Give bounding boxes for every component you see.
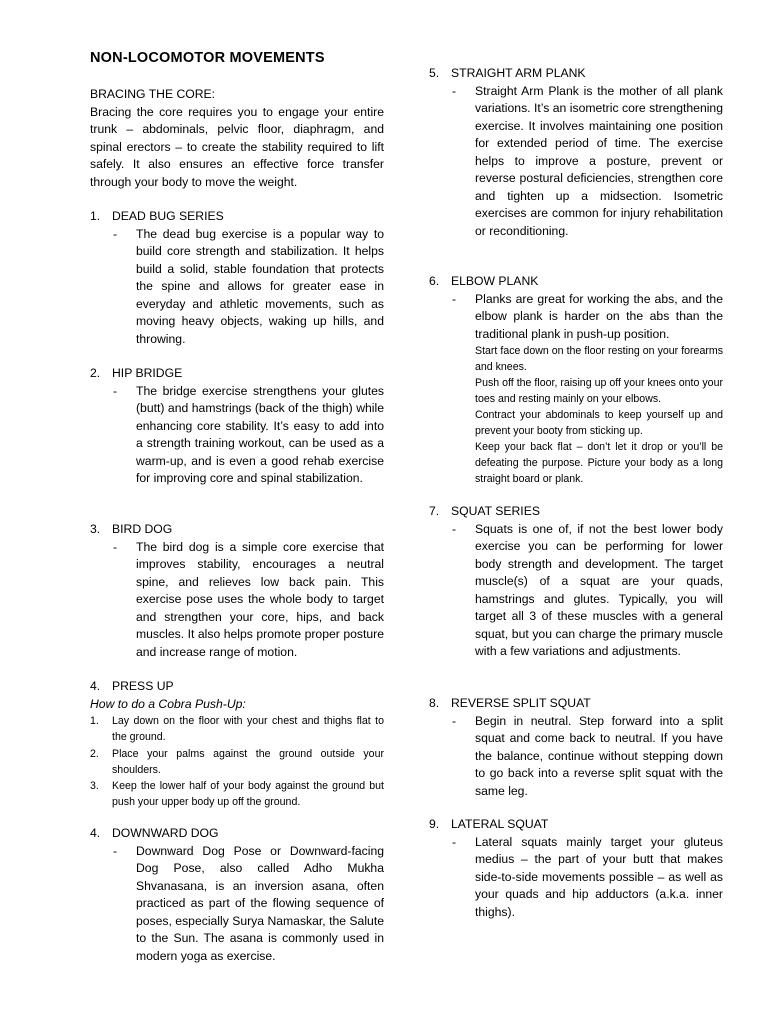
section-title: SQUAT SERIES [451, 504, 540, 518]
section-number: 4. [90, 826, 101, 840]
dash-bullet: - [452, 291, 457, 306]
section-text: The bridge exercise strengthens your glutes (butt) and hamstrings (back of the thigh) while enhancing core stability. It’s easy to add into a strength training workout, can be used as a warm-up, and is even a good rehab exercise for improving core and spinal stabilization. [136, 383, 384, 485]
dash-bullet: - [452, 83, 457, 98]
section-downward-dog [90, 825, 384, 965]
dash-bullet: - [452, 713, 457, 728]
dash-bullet: - [113, 226, 118, 241]
section-number: 7. [429, 504, 440, 518]
dash-bullet: - [452, 521, 457, 536]
page-title: NON-LOCOMOTOR MOVEMENTS [90, 50, 325, 66]
section-text: The bird dog is a simple core exercise that improves stability, encourages a neutral spine, and relieves low back pain. This exercise pose uses the whole body to target and strengthen your core, hips, and back muscles. It also helps promote proper posture and increase range of motion. [136, 539, 384, 659]
square-bullet-icon [451, 439, 475, 487]
section-lateral-squat [429, 816, 723, 921]
section-title: LATERAL SQUAT [451, 817, 549, 831]
press-up-subtitle: How to do a Cobra Push-Up: [90, 696, 246, 711]
section-title: STRAIGHT ARM PLANK [451, 66, 586, 80]
section-dead-bug [90, 208, 384, 348]
section-number: 5. [429, 66, 440, 80]
list-item: 1. Lay down on the floor with your chest and thighs flat to the ground. [90, 715, 384, 744]
section-title: DOWNWARD DOG [112, 826, 219, 840]
section-text: Begin in neutral. Step forward into a split squat and come back to neutral. If you have the balance, continue without stepping down to go back into a reverse split squat with the same leg. [475, 713, 723, 798]
list-item: Push off the floor, raising up off your knees onto your toes and resting mainly on your elbows. [451, 375, 723, 407]
square-bullet-icon [451, 407, 475, 439]
section-number: 2. [90, 366, 101, 380]
section-title: PRESS UP [112, 679, 174, 693]
bracing-text: Bracing the core requires you to engage your entire trunk – abdominals, pelvic floor, diaphragm, and spinal erectors – to create the stability required to lift safely. It also ensures an effective force transfer through your body to move the weight. [90, 104, 384, 189]
section-title: BIRD DOG [112, 522, 173, 536]
section-title: ELBOW PLANK [451, 274, 539, 288]
section-text: Downward Dog Pose or Downward-facing Dog Pose, also called Adho Mukha Shvanasana, is an inversion asana, often practiced as part of the flowing sequence of poses, especially Surya Namaskar, the Salute to the Sun. The asana is commonly used in modern yoga as exercise. [136, 843, 384, 963]
section-press-up [90, 678, 384, 811]
dash-bullet: - [113, 383, 118, 398]
section-text: The dead bug exercise is a popular way to build core strength and stabilization. It helps build a solid, stable foundation that protects the spine and allows for greater ease in everyday and athletic movements, such as moving heavy objects, waking up hills, and throwing. [136, 226, 384, 346]
section-text: Lateral squats mainly target your gluteus medius – the part of your butt that makes side-to-side movements possible – as well as your quads and hip adductors (a.k.a. inner thighs). [475, 834, 723, 919]
section-text: Planks are great for working the abs, and the elbow plank is harder on the abs than the traditional plank in push-up position. [475, 291, 723, 341]
section-hip-bridge [90, 365, 384, 488]
section-number: 8. [429, 696, 440, 710]
list-item: 2. Place your palms against the ground outside your shoulders. [90, 747, 384, 776]
section-elbow-plank [429, 273, 723, 487]
section-number: 3. [90, 522, 101, 536]
dash-bullet: - [113, 539, 118, 554]
square-bullet-icon [451, 375, 475, 407]
square-bullet-icon [451, 343, 475, 375]
dash-bullet: - [452, 834, 457, 849]
bracing-section [90, 86, 384, 191]
section-squat-series [429, 503, 723, 661]
dash-bullet: - [113, 843, 118, 858]
list-item: Contract your abdominals to keep yourself up and prevent your booty from sticking up. [451, 407, 723, 439]
section-title: HIP BRIDGE [112, 366, 183, 380]
section-reverse-split-squat [429, 695, 723, 800]
list-item: 3. Keep the lower half of your body against the ground but push your upper body up off the ground. [90, 780, 384, 809]
section-text: Straight Arm Plank is the mother of all plank variations. It’s an isometric core strengthening exercise. It involves maintaining one position for extended period of time. The exercise helps to improve a posture, prevent or reverse postural deficiencies, strengthen core and tighten up a midsection. Isometric exercises are common for injury rehabilitation or reconditioning. [475, 83, 723, 238]
section-title: REVERSE SPLIT SQUAT [451, 696, 591, 710]
list-item: Keep your back flat – don’t let it drop or you’ll be defeating the purpose. Picture your body as a long straight board or plank. [451, 439, 723, 487]
section-text: Squats is one of, if not the best lower body exercise you can be performing for lower body strength and development. The target muscle(s) of a squat are your quads, hamstrings and glutes. Typically, you will target all 3 of these muscles with a general squat, but you can charge the primary muscle with a few variations and adjustments. [475, 521, 723, 658]
bracing-heading: BRACING THE CORE: [90, 87, 216, 101]
section-title: DEAD BUG SERIES [112, 209, 224, 223]
section-bird-dog [90, 521, 384, 661]
section-straight-arm-plank [429, 65, 723, 240]
section-number: 6. [429, 274, 440, 288]
section-number: 1. [90, 209, 101, 223]
section-number: 4. [90, 679, 101, 693]
list-item: Start face down on the floor resting on your forearms and knees. [451, 343, 723, 375]
section-number: 9. [429, 817, 440, 831]
